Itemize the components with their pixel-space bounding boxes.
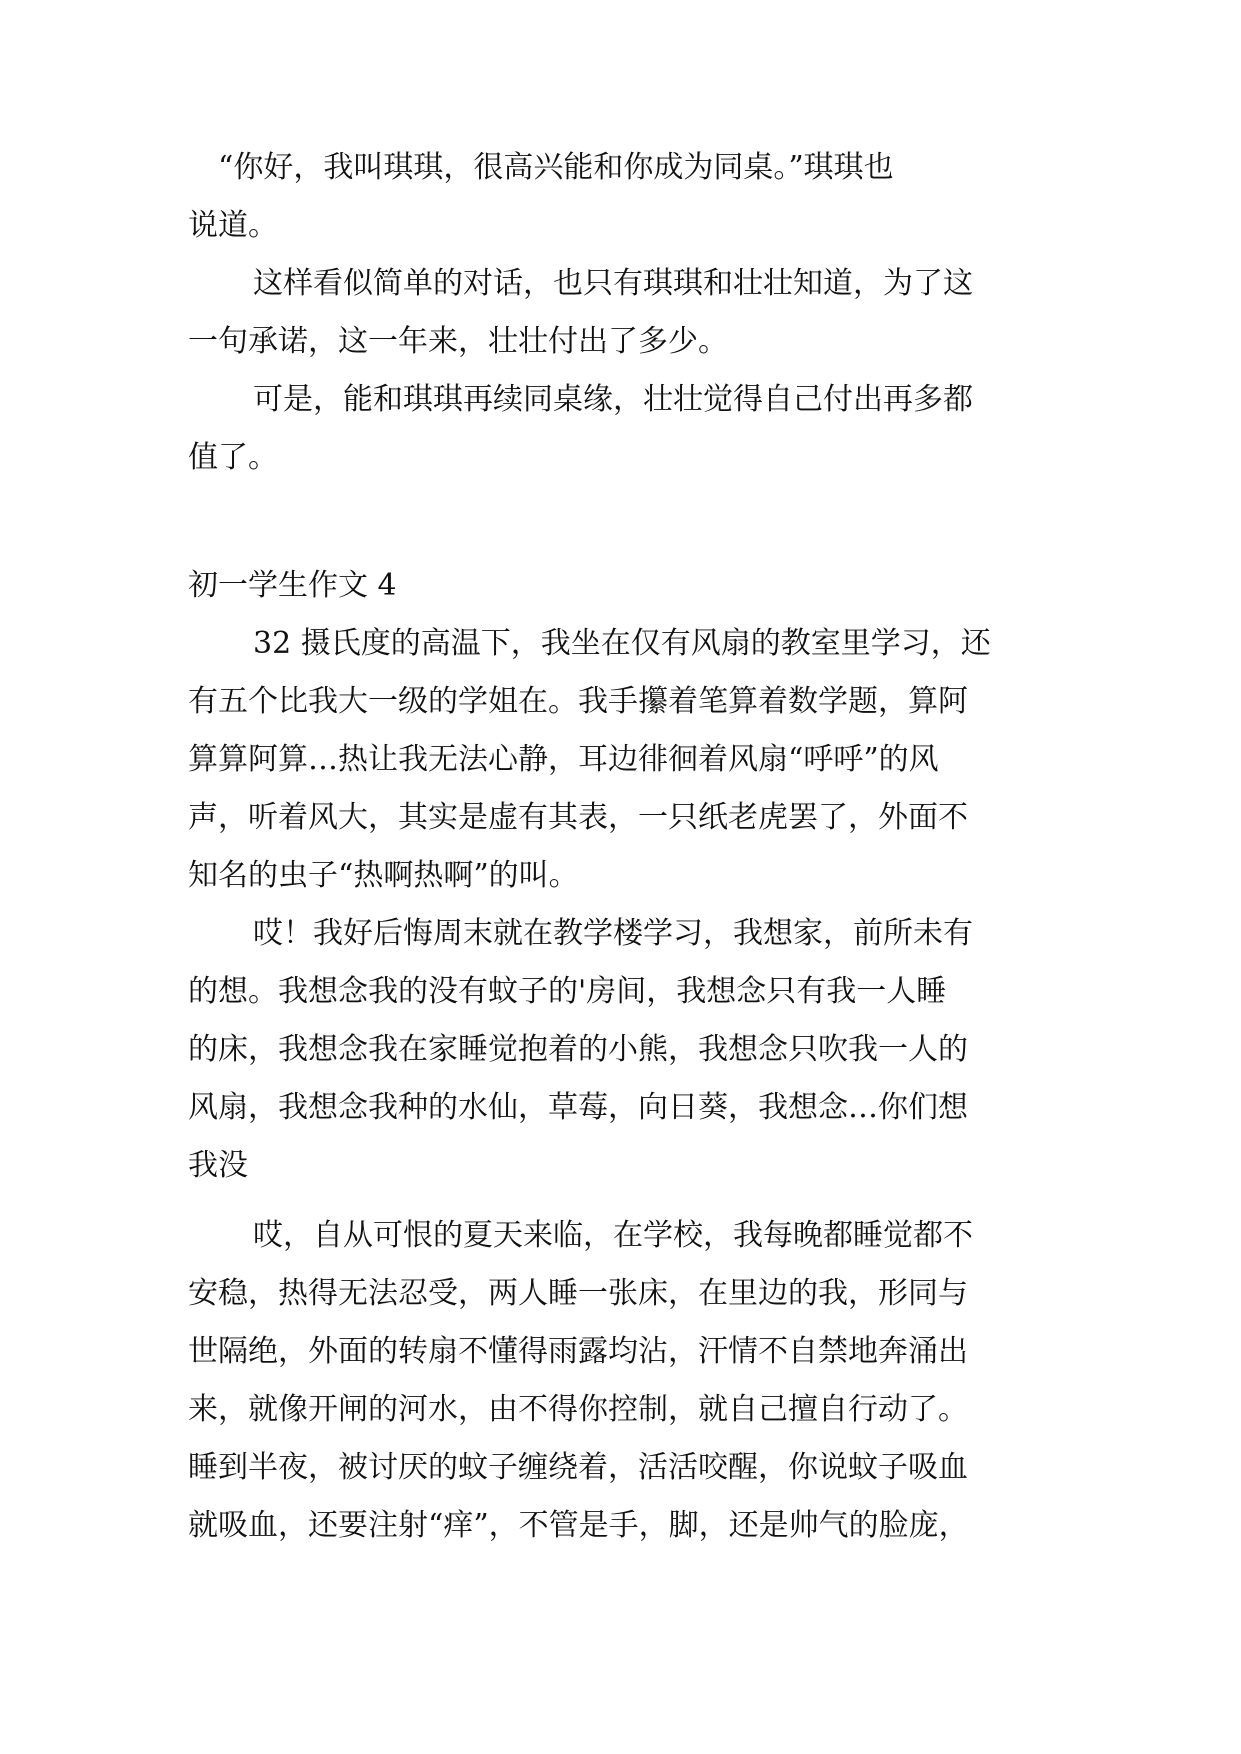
- paragraph-line: 我没: [188, 1148, 248, 1183]
- paragraph-line: 的床，我想念我在家睡觉抱着的小熊，我想念只吹我一人的: [188, 1032, 968, 1067]
- paragraph-line: 知名的虫子“热啊热啊”的叫。: [188, 858, 579, 893]
- paragraph-line: 风扇，我想念我种的水仙，草莓，向日葵，我想念…你们想: [188, 1090, 968, 1125]
- paragraph-line: 一句承诺，这一年来，壮壮付出了多少。: [188, 324, 728, 359]
- paragraph-line: 说道。: [188, 208, 278, 243]
- paragraph-line: 哎！我好后悔周末就在教学楼学习，我想家，前所未有: [253, 916, 973, 951]
- paragraph-line: 算算阿算…热让我无法心静，耳边徘徊着风扇“呼呼”的风: [188, 742, 939, 777]
- paragraph-line: 世隔绝，外面的转扇不懂得雨露均沾，汗情不自禁地奔涌出: [188, 1334, 968, 1369]
- paragraph-line: 有五个比我大一级的学姐在。我手攥着笔算着数学题，算阿: [188, 684, 968, 719]
- paragraph-line: 32 摄氏度的高温下，我坐在仅有风扇的教室里学习，还: [253, 626, 991, 661]
- paragraph-line: 声，听着风大，其实是虚有其表，一只纸老虎罢了，外面不: [188, 800, 968, 835]
- paragraph-line: 哎，自从可恨的夏天来临，在学校，我每晚都睡觉都不: [253, 1218, 973, 1253]
- paragraph-line: 可是，能和琪琪再续同桌缘，壮壮觉得自己付出再多都: [253, 382, 973, 417]
- paragraph-line: 来，就像开闸的河水，由不得你控制，就自己擅自行动了。: [188, 1392, 968, 1427]
- paragraph-line: 安稳，热得无法忍受，两人睡一张床，在里边的我，形同与: [188, 1276, 968, 1311]
- paragraph-line: 睡到半夜，被讨厌的蚊子缠绕着，活活咬醒，你说蚊子吸血: [188, 1450, 968, 1485]
- paragraph-line: 值了。: [188, 440, 278, 475]
- paragraph-line: 的想。我想念我的没有蚊子的'房间，我想念只有我一人睡: [188, 974, 947, 1009]
- paragraph-line: “你好，我叫琪琪，很高兴能和你成为同桌。”琪琪也: [218, 150, 894, 185]
- paragraph-line: 就吸血，还要注射“痒”，不管是手，脚，还是帅气的脸庞，: [188, 1508, 969, 1543]
- section-heading: 初一学生作文 4: [188, 568, 397, 603]
- paragraph-line: 这样看似简单的对话，也只有琪琪和壮壮知道，为了这: [253, 266, 973, 301]
